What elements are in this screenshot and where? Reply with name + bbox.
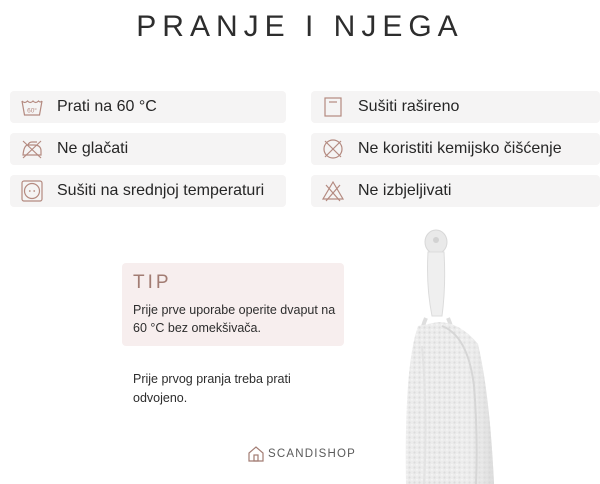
care-item-no-bleach <box>311 175 600 207</box>
care-item-label: Ne koristiti kemijsko čišćenje <box>358 140 562 157</box>
care-item-tumble-dry <box>10 175 286 207</box>
tip-title: TIP <box>133 272 172 293</box>
svg-text:60°: 60° <box>27 107 37 115</box>
tip-box <box>122 263 344 346</box>
care-item-no-iron <box>10 133 286 165</box>
care-item-label: Ne izbjeljivati <box>358 182 452 199</box>
no-bleach-icon <box>321 179 345 203</box>
care-item-label: Prati na 60 °C <box>57 98 157 115</box>
note-text: Prije prvog pranja treba prati odvojeno. <box>133 372 291 405</box>
tumble-dry-medium-icon <box>20 179 44 203</box>
brand-logo <box>247 445 356 463</box>
care-item-label: Sušiti rašireno <box>358 98 460 115</box>
dry-flat-icon <box>321 95 345 119</box>
care-item-dry-flat <box>311 91 600 123</box>
tip-text: Prije prve uporabe operite dvaput na 60 °C bez omekšivača. <box>133 303 336 335</box>
house-icon <box>247 445 265 463</box>
care-item-wash <box>10 91 286 123</box>
towel-on-hook-image <box>398 226 600 484</box>
care-item-no-dry-clean <box>311 133 600 165</box>
no-iron-icon <box>20 137 44 161</box>
page-title: PRANJE I NJEGA <box>136 10 464 43</box>
wash-60-icon <box>20 95 44 119</box>
brand-name: SCANDISHOP <box>268 448 357 460</box>
care-item-label: Ne glačati <box>57 140 129 157</box>
no-dry-clean-icon <box>321 137 345 161</box>
care-item-label: Sušiti na srednjoj temperaturi <box>57 182 265 199</box>
